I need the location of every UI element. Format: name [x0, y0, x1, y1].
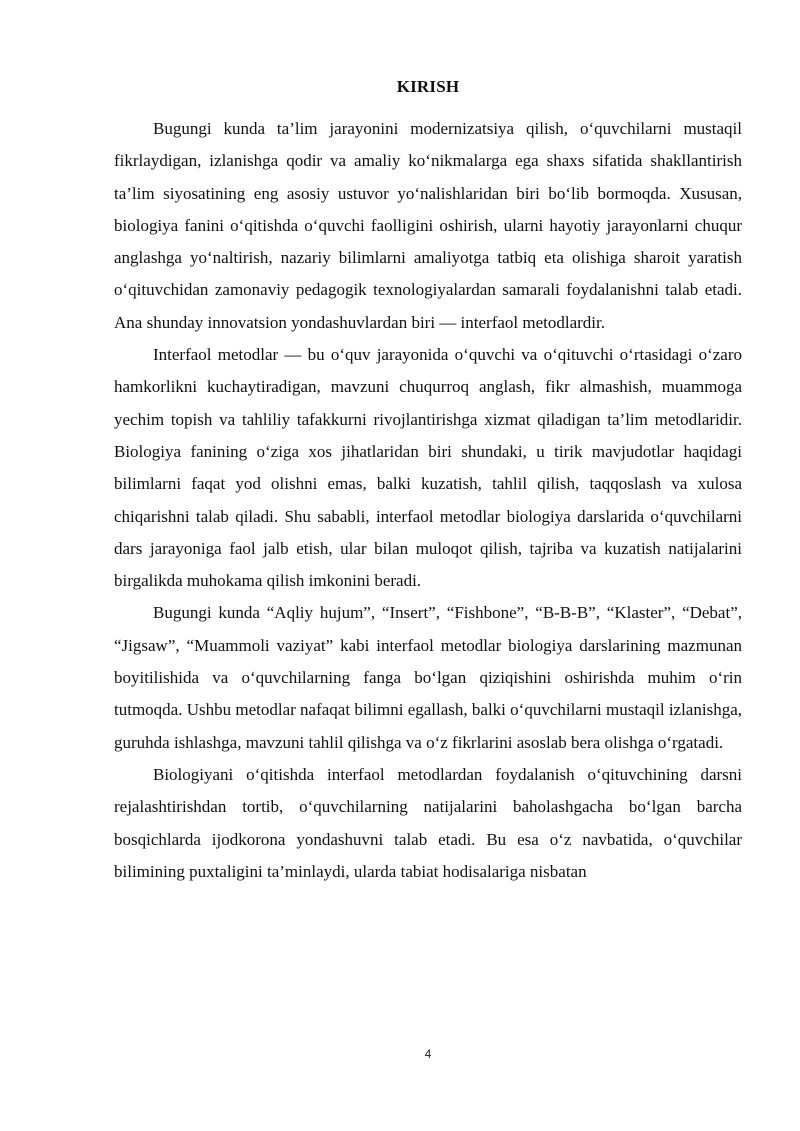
- paragraph-4: Biologiyani o‘qitishda interfaol metodlardan foydalanish o‘qituvchining darsni rejalashtirishdan tortib, o‘quvchilarning natijalarini baholashgacha bo‘lgan barcha bosqichlarda ijodkorona yondashuvni talab etadi. Bu esa o‘z navbatida, o‘quvchilar bilimining puxtaligini ta’minlaydi, ularda tabiat hodisalariga nisbatan: [114, 764, 742, 881]
- body-text: [114, 113, 742, 888]
- section-heading: KIRISH: [396, 77, 460, 96]
- paragraph-2: Interfaol metodlar — bu o‘quv jarayonida o‘quvchi va o‘qituvchi o‘rtasidagi o‘zaro hamkorlikni kuchaytiradigan, mavzuni chuqurroq anglash, fikr almashish, muammoga yechim topish va tahliliy tafakkurni rivojlantirishga xizmat qiladigan ta’lim metodlaridir. Biologiya fanining o‘ziga xos jihatlaridan biri shundaki, u tirik mavjudotlar haqidagi bilimlarni faqat yod olishni emas, balki kuzatish, tahlil qilish, taqqoslash va xulosa chiqarishni talab qiladi. Shu sababli, interfaol metodlar biologiya darslarida o‘quvchilarni dars jarayoniga faol jalb etish, ular bilan muloqot qilish, tajriba va kuzatish natijalarini birgalikda muhokama qilish imkonini beradi.: [114, 345, 742, 591]
- paragraph-3: Bugungi kunda “Aqliy hujum”, “Insert”, “Fishbone”, “B-B-B”, “Klaster”, “Debat”, “Jigsaw”, “Muammoli vaziyat” kabi interfaol metodlar biologiya darslarining mazmunan boyitilishida va o‘quvchilarning fanga bo‘lgan qiziqishini oshirishda muhim o‘rin tutmoqda. Ushbu metodlar nafaqat bilimni egallash, balki o‘quvchilarni mustaqil izlanishga, guruhda ishlashga, mavzuni tahlil qilishga va o‘z fikrlarini asoslab bera olishga o‘rgatadi.: [114, 603, 742, 752]
- paragraph-1: Bugungi kunda ta’lim jarayonini modernizatsiya qilish, o‘quvchilarni mustaqil fikrlaydigan, izlanishga qodir va amaliy ko‘nikmalarga ega shaxs sifatida shakllantirish ta’lim siyosatining eng asosiy ustuvor yo‘nalishlaridan biri bo‘lib bormoqda. Xususan, biologiya fanini o‘qitishda o‘quvchi faolligini oshirish, ularni hayotiy jarayonlarni chuqur anglashga yo‘naltirish, nazariy bilimlarni amaliyotga tatbiq eta olishiga sharoit yaratish o‘qituvchidan zamonaviy pedagogik texnologiyalardan samarali foydalanishni talab etadi. Ana shunday innovatsion yondashuvlardan biri — interfaol metodlardir.: [114, 119, 742, 332]
- page-number: 4: [424, 1047, 432, 1061]
